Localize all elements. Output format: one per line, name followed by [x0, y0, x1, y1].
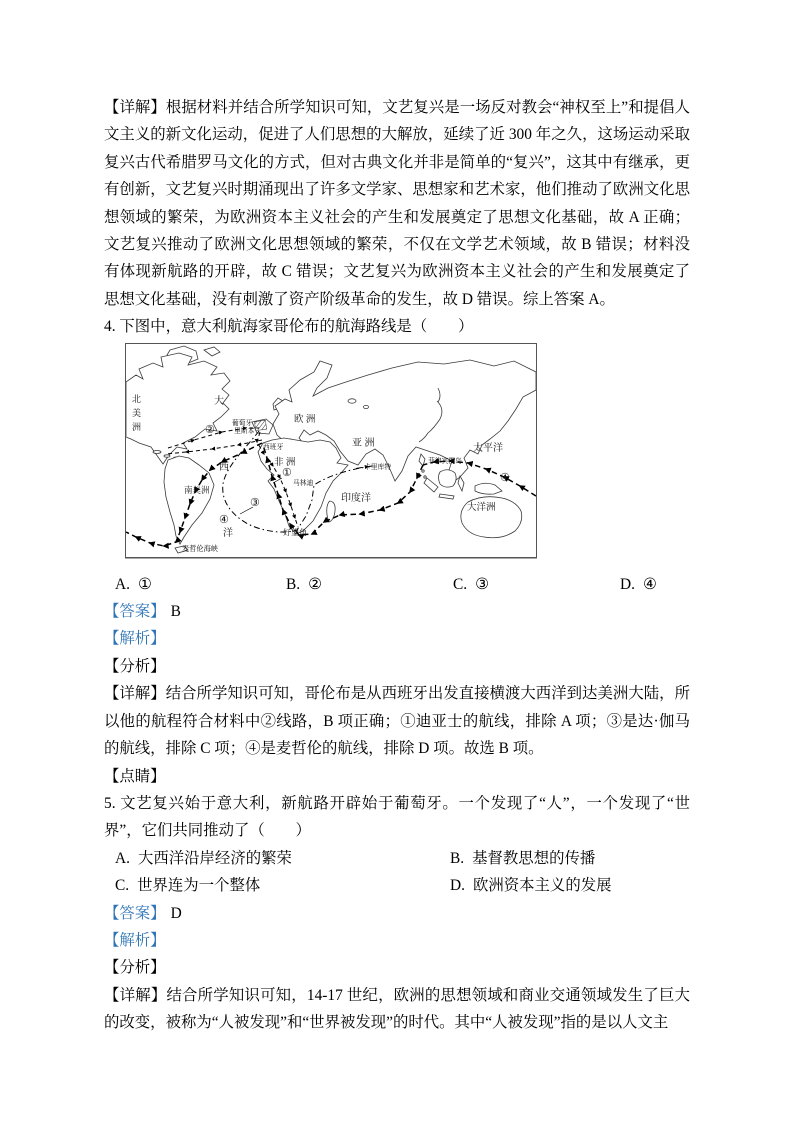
- q4-map-figure: [125, 343, 537, 558]
- new-guinea-outline: [475, 483, 502, 494]
- map-route-number: ④: [219, 513, 229, 526]
- caribbean-island: [153, 450, 161, 453]
- q5-options-row-ab: [104, 845, 690, 872]
- detail-tag: 【详解】: [104, 986, 167, 1004]
- map-label: 太平洋: [473, 442, 503, 454]
- q5-options-row-cd: [104, 872, 690, 899]
- q5-option-c: C. 世界连为一个整体: [115, 877, 261, 895]
- q4-jiexi-line: 【解析】: [104, 630, 166, 648]
- q4-fenxi-line: 【分析】: [104, 657, 166, 675]
- map-label: 好望角: [283, 527, 307, 537]
- q3-explain-text: 根据材料并结合所学知识可知，文艺复兴是一场反对教会“神权至上”和提倡人文主义的新文化运动，促进了人们思想的大解放，延续了近 300 年之久，这场运动采取复兴古代希腊罗马文化的方式，但对古典文化并非是简单的“复兴”，这其中有继承，更有创新，文艺复兴时期涌现出了许多文学家、思想家和艺术家，他们推动了欧洲文化思想领域的繁荣，为欧洲资本主义社会的产生和发展奠定了思想文化基础，故 A 正确；文艺复兴推动了欧洲文化思想领域的繁荣，不仅在文学艺术领域，故 B 错误；材料没有体现新航路的开辟，故 C 错误；文艺复兴为欧洲资本主义社会的产生和发展奠定了思想文化基础，没有刺激了资产阶级革命的发生，故 D 错误。综上答案 A。: [104, 99, 690, 308]
- map-route-number: ③: [250, 496, 260, 509]
- q3-explain-paragraph: [104, 94, 690, 313]
- q5-answer-value: D: [170, 904, 182, 922]
- q4-answer-line: [104, 598, 690, 625]
- map-label: 北美洲: [132, 393, 142, 432]
- detail-tag: 【详解】: [104, 685, 166, 703]
- map-label: 菲律宾群岛: [428, 457, 462, 465]
- q5-fenxi-line: 【分析】: [104, 959, 166, 977]
- q4-option-d: D. ④: [620, 575, 657, 593]
- map-label: 麦哲伦海峡: [182, 544, 218, 553]
- map-label: 卡里库特: [364, 463, 392, 471]
- q4-answer-value: B: [170, 603, 181, 621]
- sumatra-outline: [424, 478, 438, 492]
- q4-option-c: C. ③: [453, 575, 489, 593]
- map-label: 亚 洲: [352, 437, 375, 449]
- java-outline: [439, 494, 454, 499]
- map-label: 南美洲: [184, 484, 210, 495]
- q5-jiexi-line: 【解析】: [104, 931, 166, 949]
- q5-option-a: A. 大西洋沿岸经济的繁荣: [115, 849, 292, 867]
- map-label: 印度洋: [341, 492, 371, 504]
- answer-tag: 【答案】: [104, 904, 166, 922]
- map-svg: [126, 344, 536, 557]
- borneo-outline: [439, 469, 457, 486]
- q5-detail-paragraph: [104, 982, 690, 1037]
- map-label: 里斯本: [234, 427, 255, 435]
- q4-detail-paragraph: [104, 680, 690, 762]
- q5-answer-line: [104, 900, 690, 927]
- map-label: 欧 洲: [294, 414, 316, 425]
- portugal-hatched-area: [254, 420, 266, 430]
- map-label: 大洋洲: [467, 502, 496, 513]
- q4-option-b: B. ②: [286, 575, 322, 593]
- map-label: 葡萄牙: [232, 419, 253, 427]
- philippine-island: [424, 475, 426, 477]
- caribbean-island: [164, 454, 170, 456]
- q5-option-b: B. 基督教思想的传播: [450, 849, 596, 867]
- explain-tag: 【详解】: [104, 99, 166, 116]
- q5-option-d: D. 欧洲资本主义的发展: [450, 877, 612, 895]
- q5-detail-text: 结合所学知识可知，14-17 世纪，欧洲的思想领域和商业交通领域发生了巨大的改变，被称为“人被发现”和“世界被发现”的时代。其中“人被发现”指的是以人文主: [104, 986, 690, 1032]
- q4-option-a: A. ①: [115, 575, 152, 593]
- south-america-outline: [164, 456, 214, 544]
- map-label: 大: [214, 395, 224, 407]
- map-label: 马林迪: [293, 479, 314, 487]
- page-content: [104, 94, 690, 1037]
- philippine-island: [422, 469, 424, 471]
- answer-tag: 【答案】: [104, 603, 166, 621]
- map-route-number: ①: [282, 466, 292, 479]
- map-label: 洋: [223, 527, 233, 539]
- north-america-outline: [126, 353, 230, 464]
- map-label: 西: [219, 461, 229, 473]
- map-label: 非 洲: [274, 457, 296, 468]
- q4-dianjing-line: 【点睛】: [104, 767, 166, 785]
- q5-stem: 5. 文艺复兴始于意大利，新航路开辟始于葡萄牙。一个发现了“人”，一个发现了“世界”，它们共同推动了（ ）: [104, 794, 690, 840]
- q4-stem: 4. 下图中，意大利航海家哥伦布的航海路线是（ ）: [104, 318, 474, 336]
- madagascar-outline: [327, 501, 335, 522]
- q4-options-row: [104, 571, 690, 598]
- arctic-islands-outline: [204, 347, 220, 356]
- map-route-number: ④: [500, 471, 510, 484]
- map-route-number: ②: [205, 423, 215, 436]
- map-label: 西班牙: [263, 443, 284, 451]
- q4-detail-text: 结合所学知识可知，哥伦布是从西班牙出发直接横渡大西洋到达美洲大陆，所以他的航程符合材料中②线路，B 项正确；①迪亚士的航线，排除 A 项；③是达·伽马的航线，排除 C 项；④是麦哲伦的航线，排除 D 项。故选 B 项。: [104, 685, 690, 758]
